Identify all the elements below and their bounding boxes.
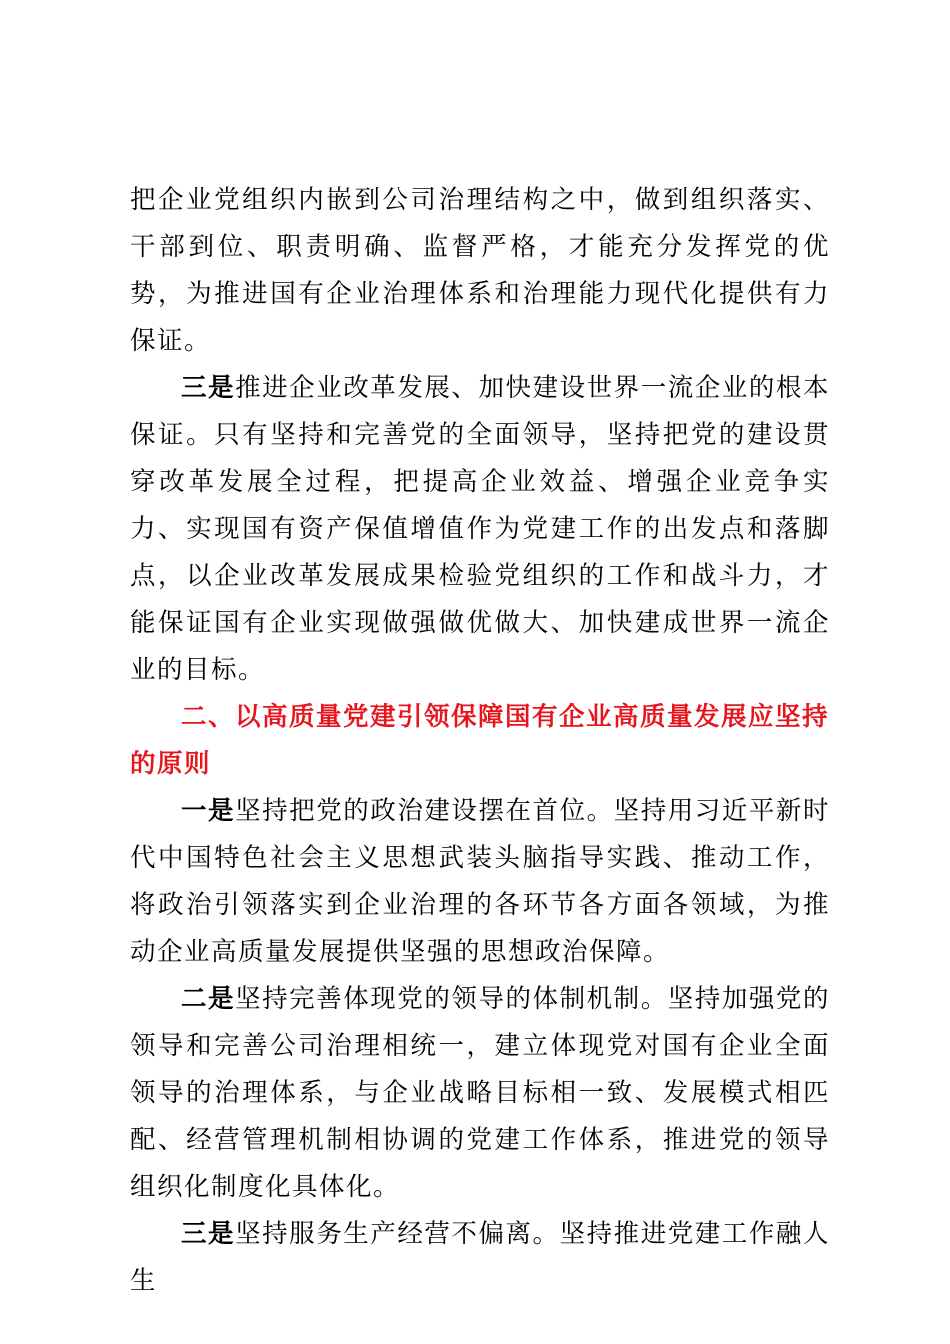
paragraph-text: 坚持完善体现党的领导的体制机制。坚持加强党的领导和完善公司治理相统一，建立体现党对国有企业全面领导的治理体系，与企业战略目标相一致、发展模式相匹配、经营管理机制相协调的党建工作体系，推进党的领导组织化制度化具体化。 [130,984,830,1202]
paragraph-lead: 三是 [181,373,236,403]
paragraph-3 [130,788,830,976]
paragraph-2 [130,365,830,694]
paragraph-text: 推进企业改革发展、加快建设世界一流企业的根本保证。只有坚持和完善党的全面领导，坚持把党的建设贯穿改革发展全过程，把提高企业效益、增强企业竞争实力、实现国有资产保值增值作为党建工作的出发点和落脚点，以企业改革发展成果检验党组织的工作和战斗力，才能保证国有企业实现做强做优做大、加快建成世界一流企业的目标。 [130,373,830,685]
paragraph-5 [130,1211,830,1305]
paragraph-text: 坚持把党的政治建设摆在首位。坚持用习近平新时代中国特色社会主义思想武装头脑指导实践、推动工作，将政治引领落实到企业治理的各环节各方面各领域，为推动企业高质量发展提供坚强的思想政治保障。 [130,796,830,967]
paragraph-1 [130,177,830,365]
document-page [130,177,830,1305]
paragraph-lead: 一是 [181,796,236,826]
paragraph-lead: 三是 [181,1219,236,1249]
paragraph-4 [130,976,830,1211]
paragraph-lead: 二是 [181,984,236,1014]
paragraph-text: 坚持服务生产经营不偏离。坚持推进党建工作融人生 [130,1219,830,1296]
section-heading: 二、以高质量党建引领保障国有企业高质量发展应坚持的原则 [130,702,830,779]
paragraph-text: 把企业党组织内嵌到公司治理结构之中，做到组织落实、干部到位、职责明确、监督严格，才能充分发挥党的优势，为推进国有企业治理体系和治理能力现代化提供有力保证。 [130,185,830,356]
